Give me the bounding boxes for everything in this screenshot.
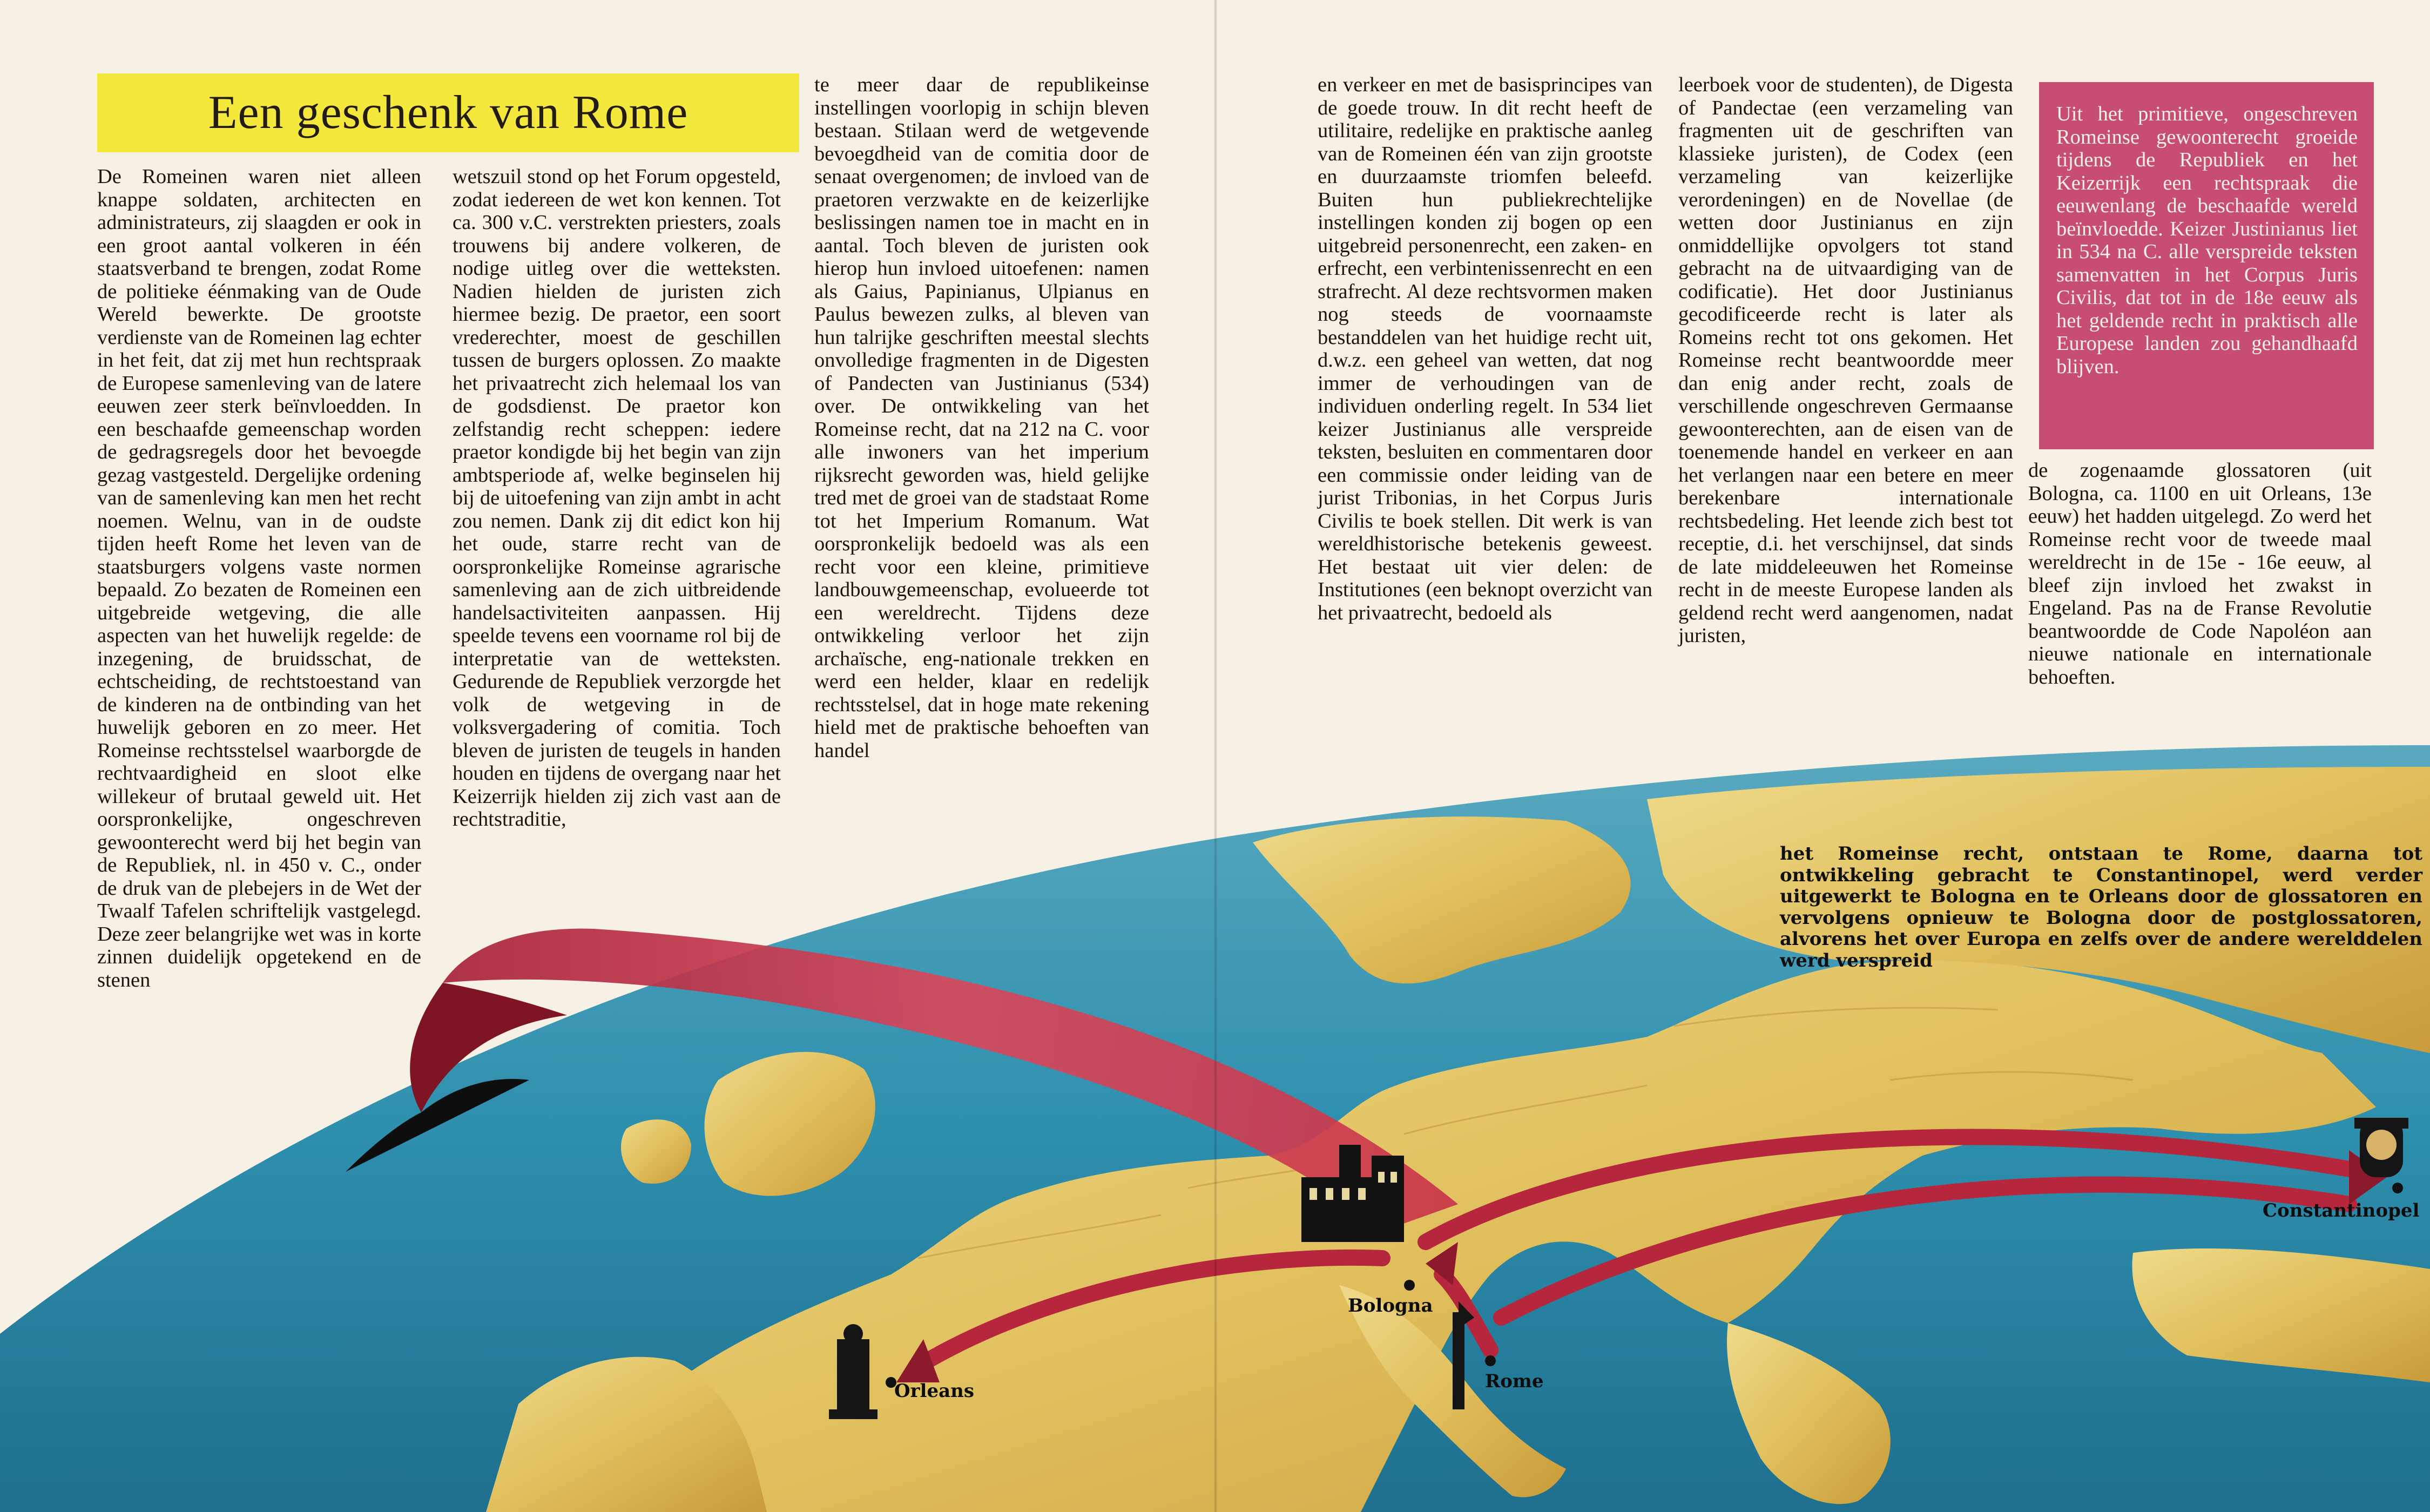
column-5-text: leerboek voor de studenten), de Digesta of Pandectae (een verzameling van fragmenten uit de geschriften van klassieke juristen), de Codex (een verzameling van keizerlijke verordeningen) en de Novellae (de wetten door Justinianus en zijn onmiddellijke opvolgers tot stand gebracht na de uitvaardiging van de codificatie). Het door Justinianus gecodificeerde recht is later als Romeins recht tot ons gekomen. Het Romeinse recht beantwoordde meer dan enig ander recht, zoals de verschillende ongeschreven Germaanse gewoonterechten, aan de eisen van de toenemende handel en verkeer en aan het verlangen naar een betere en meer berekenbare internationale rechtsbedeling. Het leende zich best tot receptie, d.i. het verschijnsel, dat sinds de late middeleeuwen het Romeinse recht in de meeste Europese landen als geldend recht werd aangenomen, nadat juristen, [1678,73,2013,647]
text-column-4 [1318,73,1652,624]
label-orleans: Orleans [894,1380,974,1402]
title-banner [97,73,799,152]
label-bologna: Bologna [1348,1295,1433,1317]
marker-rome [1485,1355,1496,1366]
text-column-6 [2028,459,2372,688]
column-2-text: wetszuil stond op het Forum opgesteld, zodat iedereen de wet kon kennen. Tot ca. 300 v.C. verstrekten priesters, zoals trouwens bij andere volkeren, de nodige uitleg over die wetteksten. Nadien hielden de juristen zich hiermee bezig. De praetor, een soort vrederechter, moest de geschillen tussen de burgers oplossen. Zo maakte het privaatrecht zich helemaal los van de godsdienst. De praetor kon zelfstandig recht scheppen: iedere praetor kondigde bij het begin van zijn ambtsperiode af, welke beginselen hij bij de uitoefening van zijn ambt in acht zou nemen. Dank zij dit edict kon hij het oude, starre recht van de oorspronkelijke Romeinse agrarische samenleving aan de zich uitbreidende handelsactiviteiten aanpassen. Hij speelde tevens een voorname rol bij de interpretatie van de wetteksten. Gedurende de Republiek verzorgde het volk de wetgeving in de volksvergadering of comitia. Toch bleven de juristen de teugels in handen houden en tijdens de overgang naar het Keizerrijk hielden zij zich vast aan de rechtstraditie, [453,165,781,831]
map-caption [1780,843,2422,971]
text-column-1 [97,165,421,991]
label-rome: Rome [1485,1371,1544,1392]
page-gutter [1214,0,1217,1512]
marker-bologna [1404,1280,1415,1291]
column-3-text: te meer daar de republikeinse instellingen voorlopig in schijn bleven bestaan. Stilaan werd de wetgevende bevoegdheid van de comitia door de senaat overgenomen; de invloed van de praetoren verzwakte en de keizerlijke beslissingen namen toe in macht en in aantal. Toch bleven de juristen ook hierop hun invloed uitoefenen: namen als Gaius, Papinianus, Ulpianus en Paulus bewezen zulks, al bleven van hun talrijke geschriften meestal slechts onvolledige fragmenten in de Digesten of Pandecten van Justinianus (534) over. De ontwikkeling van het Romeinse recht, dat na 212 na C. voor alle inwoners van het imperium rijksrecht geworden was, hield gelijke tred met de groei van de stadstaat Rome tot het Imperium Romanum. Wat oorspronkelijk bedoeld was als een recht voor een kleine, primitieve landbouwgemeenschap, evolueerde tot een wereldrecht. Tijdens deze ontwikkeling verloor het zijn archaïsche, eng-nationale trekken en werd een helder, klaar en redelijk rechtsstelsel, dat in hoge mate rekening hield met de praktische behoeften van handel [814,73,1149,762]
sidebar-box [2039,82,2374,449]
column-1-text: De Romeinen waren niet alleen knappe soldaten, architecten en administrateurs, zij slaagden er ook in een groot aantal volkeren in één staatsverband te brengen, zodat Rome de politieke éénmaking van de Oude Wereld bewerkte. De grootste verdienste van de Romeinen lag echter in het feit, dat zij met hun rechtspraak de Europese samenleving van de latere eeuwen zeer sterk beïnvloedden. In een beschaafde gemeenschap worden de gedragsregels door het bevoegde gezag vastgesteld. Dergelijke ordening van de samenleving kan men het recht noemen. Welnu, van in de oudste tijden heeft Rome het leven van de staatsburgers volgens vaste normen bepaald. Zo bezaten de Romeinen een uitgebreide wetgeving, die alle aspecten van het huwelijk regelde: de inzegening, de bruidsschat, de echtscheiding, de rechtstoestand van de kinderen na de ontbinding van het huwelijk geboren en zo meer. Het Romeinse rechtsstelsel waarborgde de rechtvaardigheid en sloot elke willekeur of brutaal geweld uit. Het oorspronkelijke, ongeschreven gewoonterecht werd bij het begin van de Republiek, nl. in 450 v. C., onder de druk van de plebejers in de Wet der Twaalf Tafelen schriftelijk vastgelegd. Deze zeer belangrijke wet was in korte zinnen duidelijk opgetekend en de stenen [97,165,421,991]
label-constantinopel: Constantinopel [2263,1200,2420,1221]
column-4-text: en verkeer en met de basisprincipes van de goede trouw. In dit recht heeft de utilitaire, redelijke en praktische aanleg van de Romeinen één van zijn grootste en duurzaamste triomfen beleefd. Buiten hun publiekrechtelijke instellingen konden zij bogen op een uitgebreid personenrecht, een zaken- en erfrecht, een verbintenissenrecht en een strafrecht. Al deze rechtsvormen maken nog steeds de voornaamste bestanddelen van het huidige recht uit, d.w.z. een geheel van wetten, dat nog immer de verhoudingen van de individuen onderling regelt. In 534 liet keizer Justinianus alle verspreide teksten, besluiten en commentaren door een commissie onder leiding van de jurist Tribonias, in het Corpus Juris Civilis te boek stellen. Dit werk is van wereldhistorische betekenis geweest. Het bestaat uit vier delen: de Institutiones (een beknopt overzicht van het privaatrecht, bedoeld als [1318,73,1652,624]
column-6-text: de zogenaamde glossatoren (uit Bologna, ca. 1100 en uit Orleans, 13e eeuw) het hadden uitgelegd. Zo werd het Romeinse recht voor de tweede maal wereldrecht in de 15e - 16e eeuw, al bleef zijn invloed het zwakst in Engeland. Pas na de Franse Revolutie beantwoordde de Code Napoléon aan nieuwe nationale en internationale behoeften. [2028,459,2372,688]
map-caption-text: het Romeinse recht, ontstaan te Rome, daarna tot ontwikkeling gebracht te Constantinopel, werd verder uitgewerkt te Bologna en te Orleans door de glossatoren en vervolgens opnieuw te Bologna door de postglossatoren, alvorens het over Europa en zelfs over de andere werelddelen werd verspreid [1780,843,2422,971]
constantinopel-emperor-icon [2354,1118,2408,1177]
text-column-3 [814,73,1149,762]
text-column-2 [453,165,781,831]
text-column-5 [1678,73,2013,647]
page-title: Een geschenk van Rome [208,86,688,139]
sidebar-text: Uit het primitieve, ongeschreven Romeinse gewoonterecht groeide tijdens de Republiek en het Keizerrijk een rechtspraak die eeuwenlang de beschaafde wereld beïnvloedde. Keizer Justinianus liet in 534 na C. alle verspreide teksten samenvatten in het Corpus Juris Civilis, dat tot in de 18e eeuw als het geldende recht in praktisch alle Europese landen zou gehandhaafd blijven. [2056,103,2358,378]
marker-constantinopel [2392,1183,2403,1193]
